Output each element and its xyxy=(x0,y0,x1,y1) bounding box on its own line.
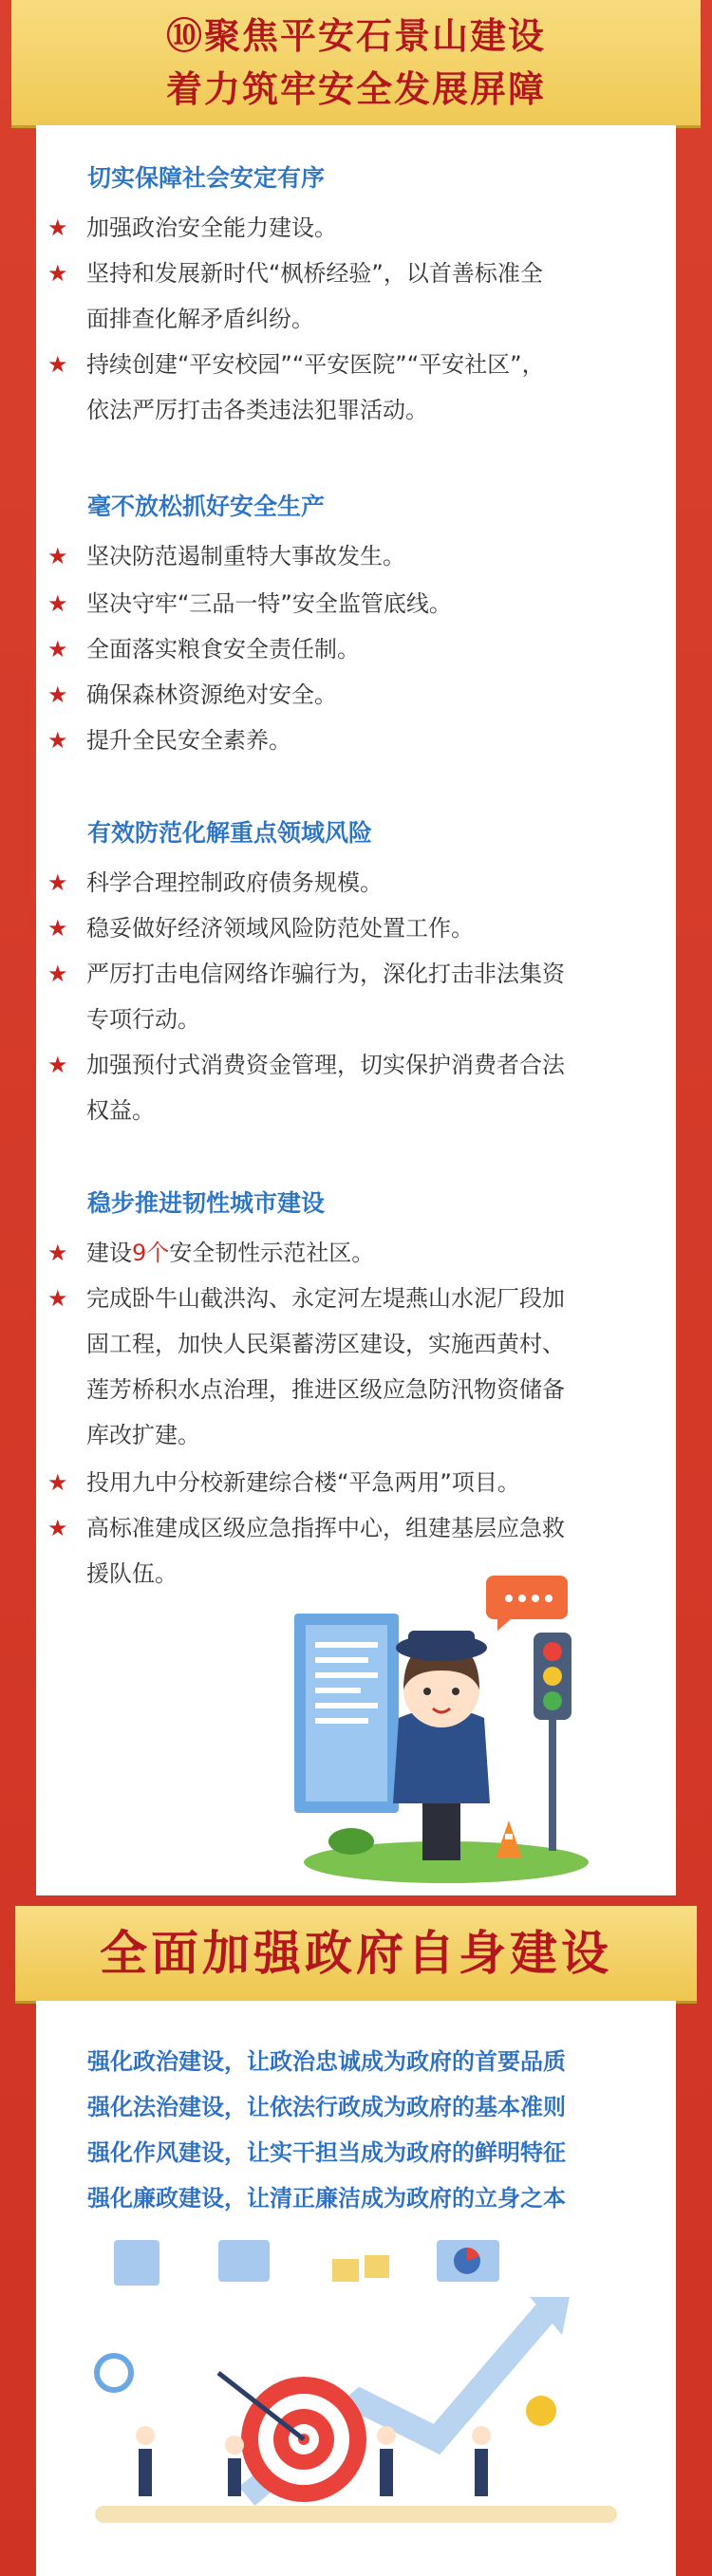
list-item-text: 面排查化解矛盾纠纷。 xyxy=(86,306,314,332)
list-item xyxy=(47,1460,655,1505)
star-icon: ★ xyxy=(47,915,68,942)
principle-line: 强化作风建设，让实干担当成为政府的鲜明特征 xyxy=(87,2139,566,2166)
list-item-text: 完成卧牛山截洪沟、永定河左堤燕山水泥厂段加 xyxy=(86,1285,565,1312)
list-item xyxy=(47,205,655,251)
principle-line: 强化政治建设，让政治忠诚成为政府的首要品质 xyxy=(87,2048,566,2075)
list-item-text: 投用九中分校新建综合楼“平急两用”项目。 xyxy=(86,1469,520,1496)
list-item-text: 科学合理控制政府债务规模。 xyxy=(86,869,383,896)
highlight-number: 9个 xyxy=(132,1240,170,1266)
list-item-text: 固工程，加快人民渠蓄涝区建设，实施西黄村、 xyxy=(86,1331,565,1357)
star-icon: ★ xyxy=(47,1052,68,1078)
star-icon: ★ xyxy=(47,681,68,708)
star-icon: ★ xyxy=(47,869,68,896)
star-icon: ★ xyxy=(47,727,68,754)
list-item-text: 坚决守牢“三品一特”安全监管底线。 xyxy=(86,590,452,617)
list-item-text: 专项行动。 xyxy=(86,1006,200,1033)
list-item xyxy=(47,626,655,672)
section-title-social-stability: 切实保障社会安定有序 xyxy=(87,164,326,192)
list-item xyxy=(47,1276,655,1458)
list-item-text: 权益。 xyxy=(86,1097,155,1124)
list-item xyxy=(47,905,655,951)
list-item xyxy=(47,342,655,433)
section-banner xyxy=(15,1906,697,2001)
list-item xyxy=(47,251,655,342)
header-ribbon xyxy=(11,0,701,125)
header-title xyxy=(11,9,701,116)
section-title-resilient-city: 稳步推进韧性城市建设 xyxy=(87,1189,326,1217)
list-item xyxy=(47,860,655,905)
list-item xyxy=(47,581,655,626)
list-item-text: 莲芳桥积水点治理，推进区级应急防汛物资储备 xyxy=(86,1376,565,1403)
list-item-text: 严厉打击电信网络诈骗行为，深化打击非法集资 xyxy=(86,961,565,987)
list-item xyxy=(47,672,655,718)
list-item-text: 坚决防范遏制重特大事故发生。 xyxy=(86,543,405,569)
star-icon: ★ xyxy=(47,1515,68,1541)
star-icon: ★ xyxy=(47,1469,68,1496)
text-after: 安全韧性示范社区。 xyxy=(169,1240,375,1266)
list-item-text: 库改扩建。 xyxy=(86,1422,200,1448)
star-icon: ★ xyxy=(47,543,68,569)
list-item-text: 援队伍。 xyxy=(86,1560,178,1587)
list-item xyxy=(47,951,655,1042)
list-item-text: 确保森林资源绝对安全。 xyxy=(86,681,337,708)
police-officer-illustration xyxy=(256,1557,617,1889)
list-item xyxy=(47,533,655,579)
header-title-line2: 着力筑牢安全发展屏障 xyxy=(165,67,546,110)
list-item-text: 高标准建成区级应急指挥中心，组建基层应急救 xyxy=(86,1515,565,1541)
star-icon: ★ xyxy=(47,636,68,663)
section-title-work-safety: 毫不放松抓好安全生产 xyxy=(87,493,326,520)
list-item xyxy=(47,718,655,763)
list-item-text: 稳妥做好经济领域风险防范处置工作。 xyxy=(86,915,474,942)
list-item-text: 坚持和发展新时代“枫桥经验”，以首善标准全 xyxy=(86,260,543,287)
star-icon: ★ xyxy=(47,260,68,287)
list-item-text: 加强政治安全能力建设。 xyxy=(86,215,337,241)
list-item xyxy=(47,1042,655,1133)
star-icon: ★ xyxy=(47,351,68,378)
list-item-text: 提升全民安全素养。 xyxy=(86,727,291,754)
star-icon: ★ xyxy=(47,590,68,617)
star-icon: ★ xyxy=(47,961,68,987)
list-item xyxy=(47,1230,655,1276)
star-icon: ★ xyxy=(47,1240,68,1266)
header-title-line1: ⑩聚焦平安石景山建设 xyxy=(165,14,546,57)
text-before: 建设 xyxy=(86,1240,132,1266)
principle-line: 强化法治建设，让依法行政成为政府的基本准则 xyxy=(87,2094,566,2120)
principle-line: 强化廉政建设，让清正廉洁成为政府的立身之本 xyxy=(87,2185,566,2212)
list-item-text: 全面落实粮食安全责任制。 xyxy=(86,636,360,663)
section-title-risk-prevention: 有效防范化解重点领域风险 xyxy=(87,819,373,847)
list-item-text xyxy=(86,1230,655,1276)
star-icon: ★ xyxy=(47,215,68,241)
list-item-text: 持续创建“平安校园”“平安医院”“平安社区”， xyxy=(86,351,545,378)
banner-title: 全面加强政府自身建设 xyxy=(100,1925,612,1981)
list-item-text: 加强预付式消费资金管理，切实保护消费者合法 xyxy=(86,1052,565,1078)
list-item-text: 依法严厉打击各类违法犯罪活动。 xyxy=(86,397,428,423)
star-icon: ★ xyxy=(47,1285,68,1312)
team-target-illustration xyxy=(76,2221,636,2544)
